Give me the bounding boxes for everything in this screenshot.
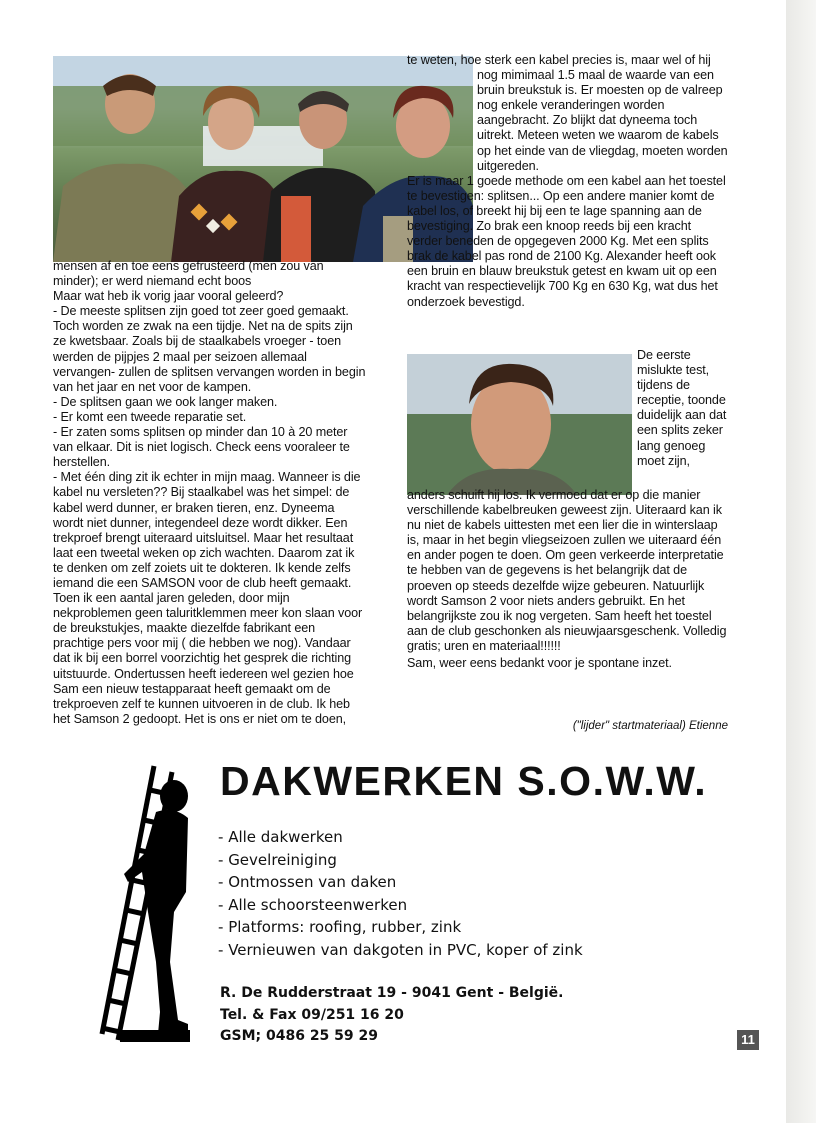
service-item: - Ontmossen van daken bbox=[218, 871, 718, 894]
advert-gsm: GSM; 0486 25 59 29 bbox=[220, 1028, 379, 1044]
service-item: - Alle schoorsteenwerken bbox=[218, 894, 718, 917]
article-paragraph: - Er zaten soms splitsen op minder dan 10 à 20 meter van elkaar. Dit is niet logisch. Check eens vooraleer te herstellen. bbox=[53, 425, 350, 470]
page-number: 11 bbox=[737, 1030, 759, 1050]
advert-address: R. De Rudderstraat 19 - 9041 Gent - België. bbox=[220, 985, 564, 1001]
service-item: - Platforms: roofing, rubber, zink bbox=[218, 916, 718, 939]
article-paragraph: mensen af en toe eens gefrusteerd (men zou van minder); er werd niemand echt boos bbox=[53, 259, 324, 289]
article-paragraph: De eerste mislukte test, tijdens de receptie, toonde duidelijk aan dat een splits zeker lang genoeg moet zijn, bbox=[637, 348, 727, 468]
advert-services-list bbox=[218, 826, 718, 962]
article-paragraph: anders schuift hij los. Ik vermoed dat er op die manier verschillende kabelbreuken geweest zijn. Uiteraard kan ik nu niet de kabels uittesten met een lier die in winterslaap is, maar in het begin vliegseizoen zullen we uiteraard één en ander pogen te doen. Om geen verkeerde interpretatie te hebben van de gegevens is het belangrijk dat de proeven op steeds dezelfde wijze gebeuren. Natuurlijk wordt Samson 2 voor niets anders gebruikt. En het belangrijkste zou ik nog vergeten. Sam heeft het toestel aan de club geschonken als nieuwjaarsgeschenk. Volledig gratis; uren en materiaal!!!!!! bbox=[407, 488, 727, 653]
advert-phone: Tel. & Fax 09/251 16 20 bbox=[220, 1006, 404, 1023]
article-paragraph: Er is maar 1 goede methode om een kabel aan het toestel te bevestigen: splitsen... Op een andere manier komt de kabel los, of breekt hij bij een te lage spanning aan de bevestiging. Zo brak een knoop reeds bij een kracht verder beneden de opgegeven 2000 Kg. Met een splits brak de kabel pas rond de 2100 Kg. Alexander heeft ook een bruin en blauw breukstuk getest en kwam uit op een kracht van respectievelijk 700 Kg en 630 Kg, wat dus het onderzoek bevestigd. bbox=[407, 173, 726, 309]
service-item: - Vernieuwen van dakgoten in PVC, koper of zink bbox=[218, 939, 718, 962]
article-right-column-bottom bbox=[407, 488, 729, 671]
roofer-with-ladder-silhouette bbox=[62, 762, 192, 1047]
article-paragraph: - Er komt een tweede reparatie set. bbox=[53, 409, 247, 424]
scan-edge bbox=[786, 0, 816, 1123]
advert-contact bbox=[220, 983, 640, 1048]
advert-title: DAKWERKEN S.O.W.W. bbox=[220, 758, 708, 804]
service-item: - Gevelreiniging bbox=[218, 849, 718, 872]
article-paragraph: Maar wat heb ik vorig jaar vooral geleerd? bbox=[53, 289, 284, 304]
article-paragraph: Sam, weer eens bedankt voor je spontane inzet. bbox=[407, 656, 672, 671]
article-paragraph: - De meeste splitsen zijn goed tot zeer goed gemaakt. Toch worden ze zwak na een tijdje. Net na de spits zijn ze kwetsbaar. Zoals bij de staalkabels vroeger - toen werden de pijpjes 2 maal per seizoen allemaal vervangen- zullen de splitsen vervangen worden in begin van het jaar en net voor de kampen. bbox=[53, 304, 366, 394]
article-wrap-text bbox=[637, 348, 729, 469]
portrait-photo bbox=[407, 354, 632, 495]
service-item: - Alle dakwerken bbox=[218, 826, 718, 849]
article-paragraph: - De splitsen gaan we ook langer maken. bbox=[53, 394, 278, 409]
article-paragraph: te weten, hoe sterk een kabel precies is, maar wel of hij nog mimimaal 1.5 maal de waarde van een bruin breukstuk is. Er moesten op de valreep nog enkele veranderingen worden aangebracht. Zo blijkt dat dyneema toch uitrekt. Meteen weten we waarom de kabels op het einde van de vliegdag, moeten worden uitgereden. bbox=[407, 53, 728, 173]
article-paragraph: - Met één ding zit ik echter in mijn maag. Wanneer is die kabel nu versleten?? Bij staalkabel was het simpel: de kabel werd dunner, er braken tieren, enz. Dyneema wordt niet dunner, integendeel deze wordt dikker. Een trekproef brengt uiteraard uitsluitsel. Maar het resultaat laat een tweetal weken op zich wachten. Daarom zat ik te denken om zelf zoiets uit te dokteren. Ik kende zelfs iemand die een SAMSON voor de club heeft gemaakt. Toen ik een aantal jaren geleden, door mijn nekproblemen geen taluritklemmen meer kon slaan voor de breukstukjes, maakte diezelfde fabrikant een prachtige pers voor mij ( die hebben we nog). Vandaar dat ik bij een borrel voorzichtig het gesprek die richting uitstuurde. Ondertussen heeft iedereen wel gezien hoe Sam een nieuw testapparaat heeft gemaakt om de trekproeven zelf te kunnen uitvoeren in de club. Ik heb het Samson 2 gedoopt. Het is ons er niet om te doen, bbox=[53, 470, 363, 726]
article-left-column bbox=[53, 259, 367, 727]
article-signature: ("lijder" startmateriaal) Etienne bbox=[572, 720, 728, 732]
article-right-column bbox=[407, 53, 729, 310]
